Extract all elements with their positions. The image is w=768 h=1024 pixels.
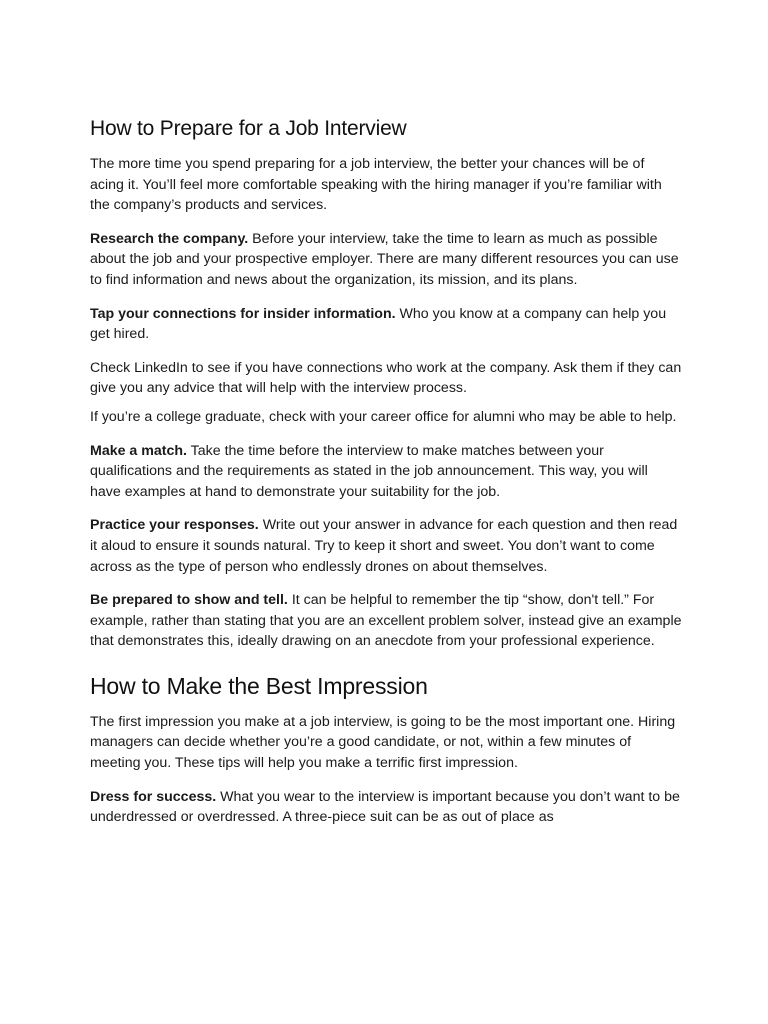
section-heading-prepare: How to Prepare for a Job Interview — [90, 117, 407, 140]
dress-paragraph — [90, 787, 682, 828]
graduate-paragraph — [90, 407, 682, 428]
research-text: Before your interview, take the time to learn as much as possible about the job and your prospective employer. There are many different resources you can use to find information and news about the organization, its mission, and its plans. — [90, 230, 679, 288]
show-tell-paragraph — [90, 590, 682, 652]
document-page — [90, 116, 682, 841]
practice-lead: Practice your responses. — [90, 517, 259, 534]
intro-text: The more time you spend preparing for a job interview, the better your chances will be of acing it. You’ll feel more comfortable speaking with the hiring manager if you’re familiar with the company’s products and services. — [90, 156, 662, 214]
show-tell-text: It can be helpful to remember the tip “show, don't tell.” For example, rather than stating that you are an excellent problem solver, instead give an example that demonstrates this, ideally drawing on an anecdote from your professional experience. — [90, 592, 682, 650]
graduate-text: If you’re a college graduate, check with your career office for alumni who may be able to help. — [90, 408, 677, 425]
show-tell-lead: Be prepared to show and tell. — [90, 592, 288, 609]
dress-lead: Dress for success. — [90, 788, 217, 805]
match-text: Take the time before the interview to make matches between your qualifications and the requirements as stated in the job announcement. This way, you will have examples at hand to demonstrate your suitability for the job. — [90, 442, 648, 500]
section-heading-impression: How to Make the Best Impression — [90, 672, 428, 699]
dress-text: What you wear to the interview is important because you don’t want to be underdressed or overdressed. A three-piece suit can be as out of place as — [90, 788, 680, 826]
match-lead: Make a match. — [90, 442, 187, 459]
research-lead: Research the company. — [90, 230, 249, 247]
impression-intro-paragraph — [90, 712, 682, 774]
practice-text: Write out your answer in advance for each question and then read it aloud to ensure it sounds natural. Try to keep it short and sweet. You don’t want to come across as the type of person who endlessly drones on about themselves. — [90, 517, 678, 575]
practice-paragraph — [90, 515, 682, 577]
connections-paragraph — [90, 304, 682, 345]
connections-text: Who you know at a company can help you get hired. — [90, 305, 667, 343]
match-paragraph — [90, 441, 682, 503]
linkedin-paragraph — [90, 358, 682, 399]
research-paragraph — [90, 229, 682, 291]
linkedin-text: Check LinkedIn to see if you have connections who work at the company. Ask them if they can give you any advice that will help with the interview process. — [90, 359, 682, 397]
connections-lead: Tap your connections for insider information. — [90, 305, 396, 322]
impression-intro-text: The first impression you make at a job interview, is going to be the most important one. Hiring managers can decide whether you’re a good candidate, or not, within a few minutes of meeting you. These tips will help you make a terrific first impression. — [90, 713, 676, 772]
intro-paragraph — [90, 154, 682, 216]
